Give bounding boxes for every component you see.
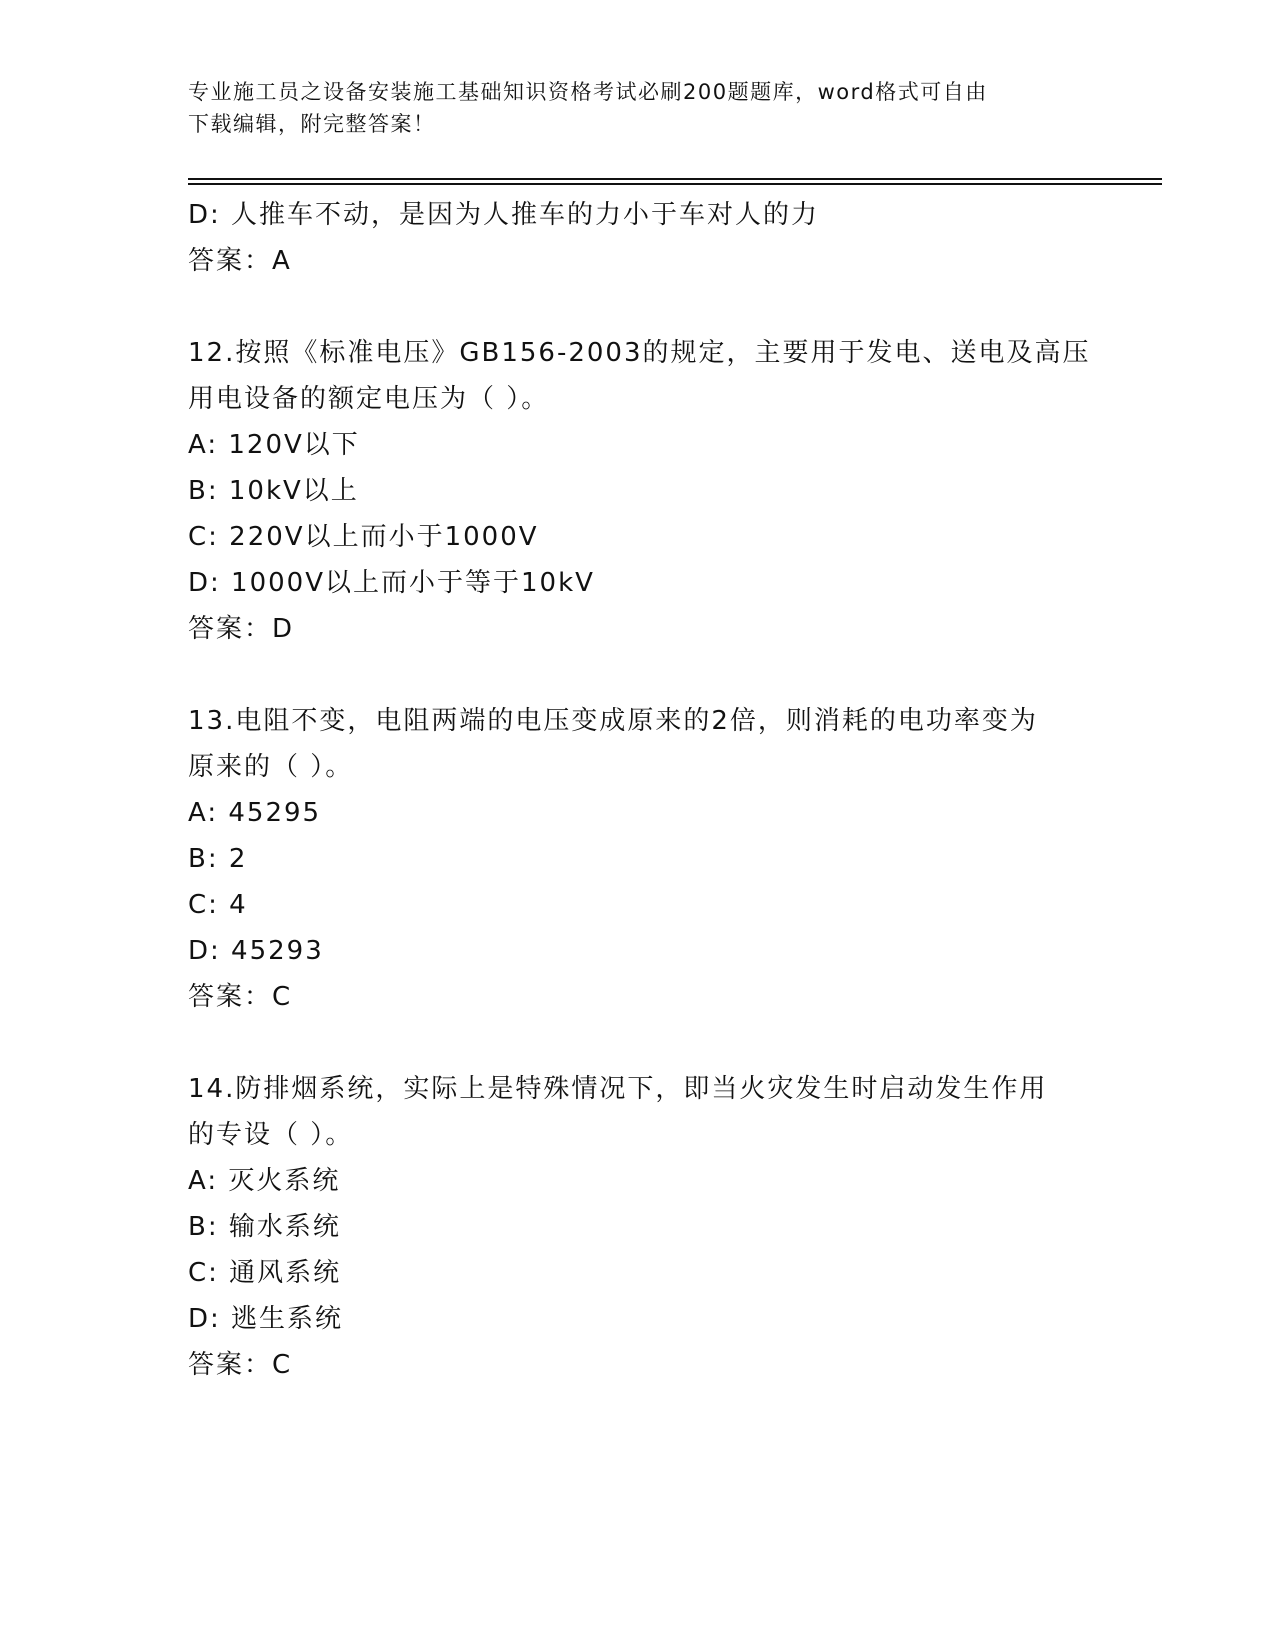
question-14 (188, 1066, 1088, 1388)
option-c: C: 通风系统 (188, 1258, 342, 1288)
header-divider-top (188, 178, 1162, 180)
option-a: A: 45295 (188, 798, 322, 828)
option-b: B: 2 (188, 844, 248, 874)
question-stem-line-1: 13.电阻不变，电阻两端的电压变成原来的2倍，则消耗的电功率变为 (188, 706, 1038, 736)
option-d: D: 45293 (188, 936, 324, 966)
header-line-1: 专业施工员之设备安装施工基础知识资格考试必刷200题题库，word格式可自由 (188, 80, 988, 104)
option-b: B: 输水系统 (188, 1212, 341, 1242)
option-d: D: 人推车不动，是因为人推车的力小于车对人的力 (188, 200, 820, 230)
question-content (188, 192, 1091, 1388)
question-stem-line-2: 的专设（ ）。 (188, 1120, 354, 1150)
question-stem-line-2: 原来的（ ）。 (188, 752, 354, 782)
previous-question-tail (188, 192, 1088, 284)
question-stem-line-2: 用电设备的额定电压为（ ）。 (188, 384, 550, 414)
option-c: C: 4 (188, 890, 248, 920)
header-line-2: 下载编辑，附完整答案！ (188, 112, 436, 136)
answer-line: 答案：C (188, 1350, 293, 1380)
answer-line: 答案：D (188, 614, 295, 644)
document-header (188, 76, 1088, 140)
option-a: A: 120V以下 (188, 430, 360, 460)
option-d: D: 逃生系统 (188, 1304, 344, 1334)
header-divider-bottom (188, 183, 1162, 185)
question-12 (188, 330, 1091, 652)
option-d: D: 1000V以上而小于等于10kV (188, 568, 595, 598)
option-a: A: 灭火系统 (188, 1166, 341, 1196)
question-13 (188, 698, 1088, 1020)
answer-line: 答案：C (188, 982, 293, 1012)
question-stem-line-1: 14.防排烟系统，实际上是特殊情况下，即当火灾发生时启动发生作用 (188, 1074, 1048, 1104)
option-b: B: 10kV以上 (188, 476, 359, 506)
answer-line: 答案：A (188, 246, 292, 276)
option-c: C: 220V以上而小于1000V (188, 522, 539, 552)
question-stem-line-1: 12.按照《标准电压》GB156-2003的规定，主要用于发电、送电及高压 (188, 338, 1091, 368)
